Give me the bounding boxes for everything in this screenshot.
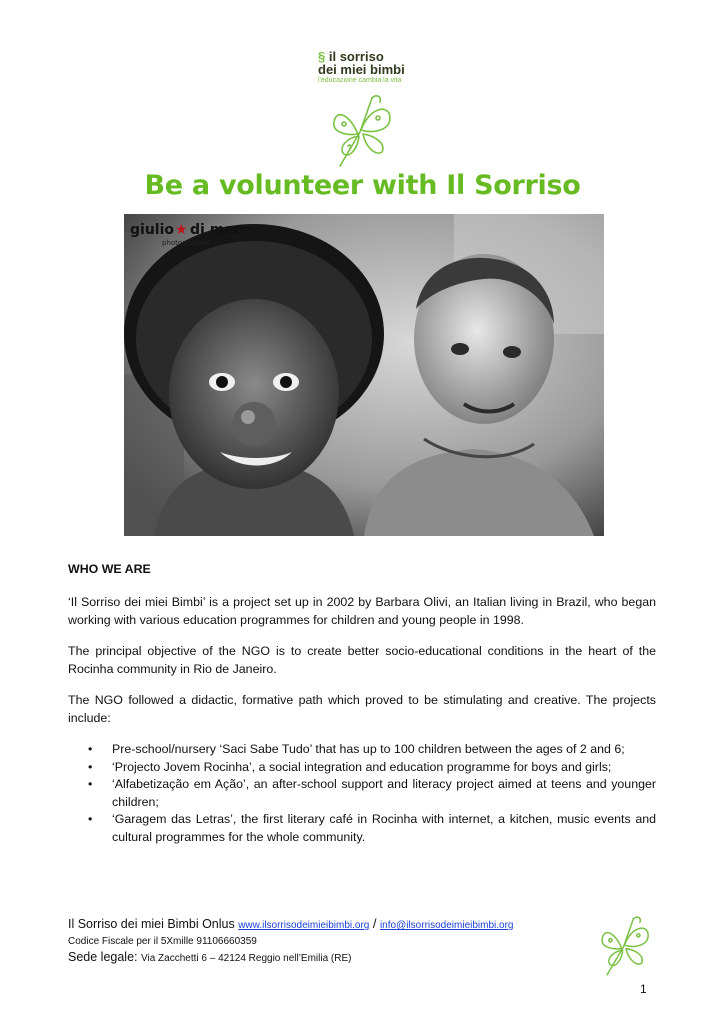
photo-credit-first: giulio bbox=[130, 222, 175, 238]
page-number: 1 bbox=[640, 982, 647, 996]
org-logo bbox=[318, 50, 418, 85]
website-link[interactable]: www.ilsorrisodeimieibimbi.org bbox=[238, 920, 370, 931]
volunteer-photo bbox=[124, 214, 604, 536]
bullet-icon: • bbox=[88, 812, 93, 826]
logo-tagline: l'educazione cambia la vita bbox=[318, 77, 402, 84]
page-footer bbox=[68, 916, 568, 967]
footer-org-name: Il Sorriso dei miei Bimbi Onlus bbox=[68, 917, 235, 931]
bullet-icon: • bbox=[88, 777, 93, 791]
photo-credit-last: di meo bbox=[190, 222, 244, 238]
photo-credit-star-icon: ★ bbox=[175, 222, 188, 238]
logo-swirl-mark: § bbox=[318, 49, 326, 64]
paragraph-intro: ‘Il Sorriso dei miei Bimbi’ is a project set up in 2002 by Barbara Olivi, an Italian living in Brazil, who began working with various education programmes for children and young people in 1998. bbox=[68, 595, 656, 627]
logo-line-2: dei miei bimbi bbox=[318, 62, 405, 77]
paragraph-objective: The principal objective of the NGO is to create better socio-educational conditions in the heart of the Rocinha community in Rio de Janeiro. bbox=[68, 644, 656, 676]
butterfly-footer-icon bbox=[598, 914, 654, 978]
page-title: Be a volunteer with Il Sorriso bbox=[144, 170, 581, 201]
list-item: • ‘Alfabetização em Ação’, an after-school support and literacy project aimed at teens and younger children; bbox=[88, 777, 656, 809]
footer-separator: / bbox=[372, 916, 377, 931]
photo-illustration bbox=[124, 214, 604, 536]
list-item: • ‘Projecto Jovem Rocinha’, a social integration and education programme for boys and girls; bbox=[68, 759, 656, 777]
bullet-icon: • bbox=[88, 742, 93, 756]
photo-credit-role: photographer bbox=[162, 239, 210, 247]
footer-tax-code: Codice Fiscale per il 5Xmille 91106660359 bbox=[68, 936, 257, 947]
footer-address: Via Zacchetti 6 – 42124 Reggio nell’Emilia (RE) bbox=[141, 953, 352, 964]
list-item: • Pre-school/nursery ‘Saci Sabe Tudo’ that has up to 100 children between the ages of 2 and 6; bbox=[68, 741, 656, 759]
list-item: • ‘Garagem das Letras’, the first literary café in Rocinha with internet, a kitchen, music events and cultural programmes for the whole community. bbox=[88, 812, 656, 844]
projects-list bbox=[68, 741, 656, 846]
logo-line-1: il sorriso bbox=[328, 49, 384, 64]
email-link[interactable]: info@ilsorrisodeimieibimbi.org bbox=[379, 920, 514, 931]
section-heading: WHO WE ARE bbox=[68, 562, 151, 576]
paragraph-path: The NGO followed a didactic, formative path which proved to be stimulating and creative. The projects include: bbox=[68, 693, 656, 725]
footer-seat-label: Sede legale: bbox=[68, 950, 138, 964]
bullet-icon: • bbox=[88, 759, 93, 774]
butterfly-logo-icon bbox=[330, 92, 396, 170]
